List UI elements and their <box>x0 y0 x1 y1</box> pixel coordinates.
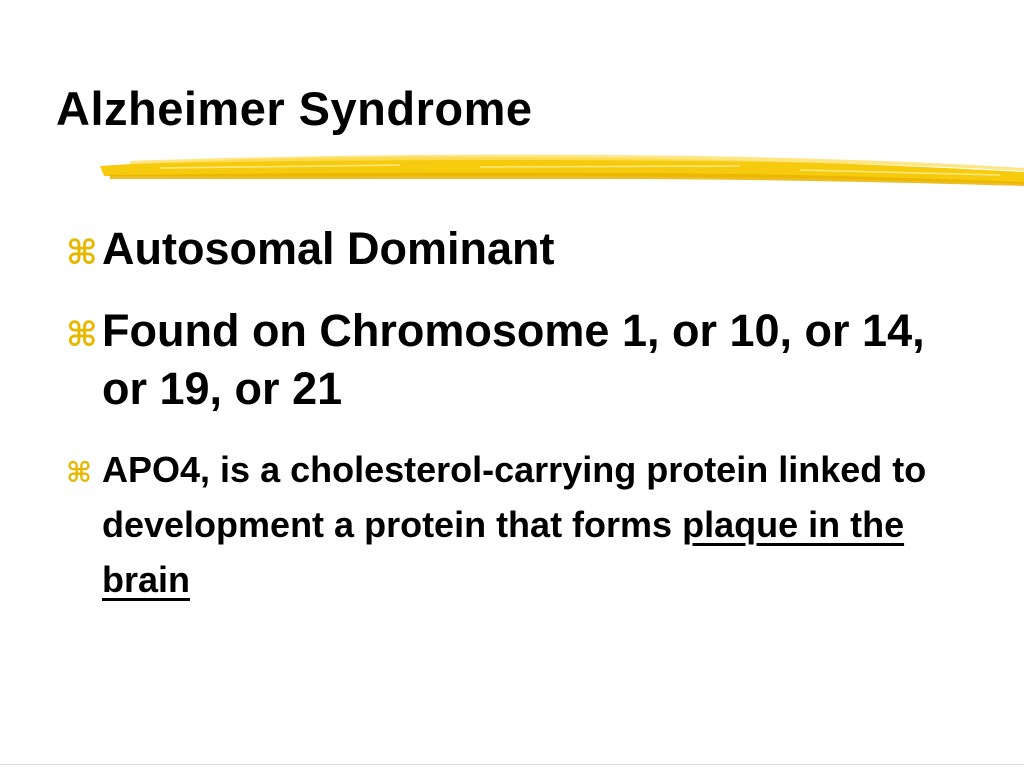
bullet-item-apo4 <box>66 442 966 607</box>
slide-title: Alzheimer Syndrome <box>56 82 533 135</box>
command-key-icon: ⌘ <box>66 456 92 489</box>
title-underline-brush-stroke <box>100 146 1024 190</box>
bullet-text: Found on Chromosome 1, or 10, or 14, or 19, or 21 <box>102 305 925 414</box>
command-key-icon: ⌘ <box>66 315 98 355</box>
bullet-item-autosomal-dominant <box>66 220 966 278</box>
bullet-text: Autosomal Dominant <box>102 223 555 274</box>
command-key-icon: ⌘ <box>66 233 98 273</box>
bullet-text: APO4, is a cholesterol-carrying protein linked to development a protein that forms <box>102 449 927 545</box>
bottom-divider <box>0 764 1024 765</box>
bullet-item-chromosome <box>66 302 966 418</box>
underlined-text: plaque in the brain <box>102 504 905 600</box>
bullet-list <box>66 220 966 607</box>
